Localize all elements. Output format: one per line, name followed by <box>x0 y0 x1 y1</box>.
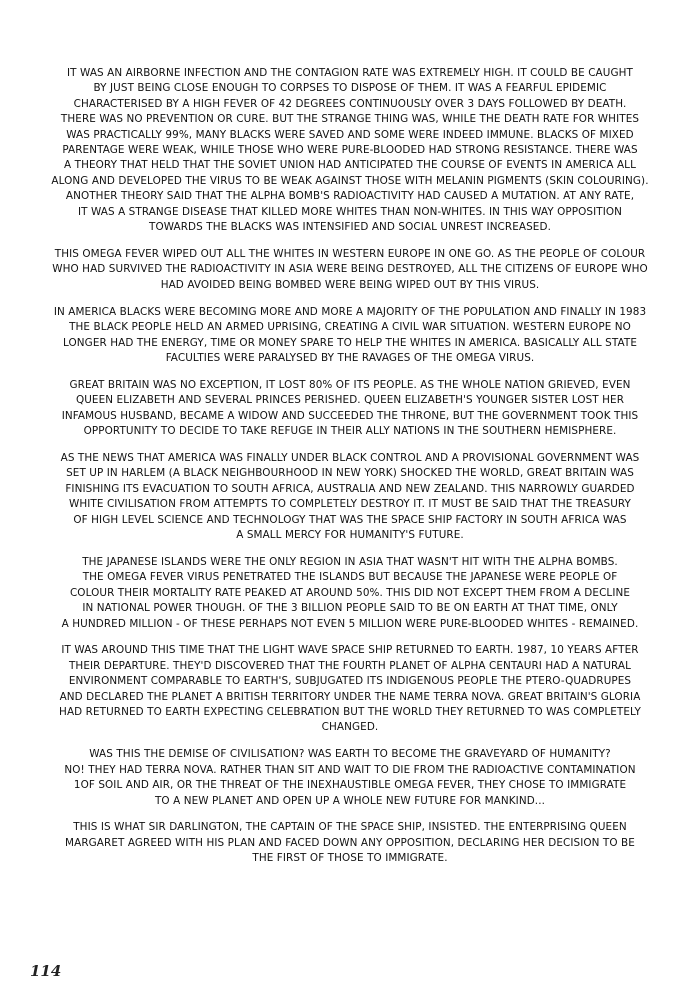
text-line: WHO HAD SURVIVED THE RADIOACTIVITY IN ASIA WERE BEING DESTROYED, ALL THE CITIZENS OF EUROPE WHO <box>52 263 648 276</box>
text-line: WAS THIS THE DEMISE OF CIVILISATION? WAS EARTH TO BECOME THE GRAVEYARD OF HUMANITY? <box>89 748 611 761</box>
text-line: THEIR DEPARTURE. THEY'D DISCOVERED THAT THE FOURTH PLANET OF ALPHA CENTAURI HAD A NATURAL <box>68 659 632 672</box>
text-line: TOWARDS THE BLACKS WAS INTENSIFIED AND SOCIAL UNREST INCREASED. <box>149 221 551 234</box>
text-line: AS THE NEWS THAT AMERICA WAS FINALLY UNDER BLACK CONTROL AND A PROVISIONAL GOVERNMENT WAS <box>60 451 640 464</box>
text-line: THERE WAS NO PREVENTION OR CURE. BUT THE STRANGE THING WAS, WHILE THE DEATH RATE FOR WHITES <box>60 113 640 126</box>
text-line: A THEORY THAT HELD THAT THE SOVIET UNION HAD ANTICIPATED THE COURSE OF EVENTS IN AMERICA ALL <box>64 159 636 172</box>
text-line: MARGARET AGREED WITH HIS PLAN AND FACED DOWN ANY OPPOSITION, DECLARING HER DECISION TO BE <box>65 836 635 849</box>
paragraph <box>14 378 686 440</box>
text-line: 1OF SOIL AND AIR, OR THE THREAT OF THE INEXHAUSTIBLE OMEGA FEVER, THEY CHOSE TO IMMIGRATE <box>73 779 627 792</box>
text-line: THIS IS WHAT SIR DARLINGTON, THE CAPTAIN OF THE SPACE SHIP, INSISTED. THE ENTERPRISING QUEEN <box>73 821 627 834</box>
text-line: A SMALL MERCY FOR HUMANITY'S FUTURE. <box>236 528 464 541</box>
text-line: CHANGED. <box>321 721 379 734</box>
text-line: COLOUR THEIR MORTALITY RATE PEAKED AT AROUND 50%. THIS DID NOT EXCEPT THEM FROM A DECLINE <box>69 586 631 599</box>
text-line: THE JAPANESE ISLANDS WERE THE ONLY REGION IN ASIA THAT WASN'T HIT WITH THE ALPHA BOMBS. <box>82 555 618 568</box>
text-line: TO A NEW PLANET AND OPEN UP A WHOLE NEW FUTURE FOR MANKIND... <box>154 794 546 807</box>
text-line: HAD RETURNED TO EARTH EXPECTING CELEBRATION BUT THE WORLD THEY RETURNED TO WAS COMPLETELY <box>59 706 641 719</box>
text-line: THIS OMEGA FEVER WIPED OUT ALL THE WHITES IN WESTERN EUROPE IN ONE GO. AS THE PEOPLE OF COLOUR <box>54 247 646 260</box>
text-line: SET UP IN HARLEM (A BLACK NEIGHBOURHOOD IN NEW YORK) SHOCKED THE WORLD, GREAT BRITAIN WAS <box>66 467 634 480</box>
text-line: WHITE CIVILISATION FROM ATTEMPTS TO COMPLETELY DESTROY IT. IT MUST BE SAID THAT THE TREASURY <box>68 498 632 511</box>
text-line: ENVIRONMENT COMPARABLE TO EARTH'S, SUBJUGATED ITS INDIGENOUS PEOPLE THE PTERO-QUADRUPES <box>68 675 632 688</box>
text-line: GREAT BRITAIN WAS NO EXCEPTION, IT LOST 80% OF ITS PEOPLE. AS THE WHOLE NATION GRIEVED, EVEN <box>69 378 631 391</box>
text-line: FACULTIES WERE PARALYSED BY THE RAVAGES OF THE OMEGA VIRUS. <box>165 351 535 364</box>
text-line: IN AMERICA BLACKS WERE BECOMING MORE AND MORE A MAJORITY OF THE POPULATION AND FINALLY IN 1983 <box>53 305 647 318</box>
text-line: THE OMEGA FEVER VIRUS PENETRATED THE ISLANDS BUT BECAUSE THE JAPANESE WERE PEOPLE OF <box>82 571 618 584</box>
text-line: HAD AVOIDED BEING BOMBED WERE BEING WIPED OUT BY THIS VIRUS. <box>160 278 540 291</box>
text-line: IN NATIONAL POWER THOUGH. OF THE 3 BILLION PEOPLE SAID TO BE ON EARTH AT THAT TIME, ONLY <box>82 602 618 615</box>
text-line: IT WAS AN AIRBORNE INFECTION AND THE CONTAGION RATE WAS EXTREMELY HIGH. IT COULD BE CAUGHT <box>67 67 633 79</box>
text-line: CHARACTERISED BY A HIGH FEVER OF 42 DEGREES CONTINUOUSLY OVER 3 DAYS FOLLOWED BY DEATH. <box>73 97 627 110</box>
paragraph <box>14 66 686 235</box>
text-line: FINISHING ITS EVACUATION TO SOUTH AFRICA, AUSTRALIA AND NEW ZEALAND. THIS NARROWLY GUARDED <box>65 482 635 495</box>
paragraph <box>14 305 686 367</box>
text-line: A HUNDRED MILLION - OF THESE PERHAPS NOT EVEN 5 MILLION WERE PURE-BLOODED WHITES - REMAINED. <box>61 617 639 630</box>
page-number: 114 <box>30 962 62 980</box>
text-line: AND DECLARED THE PLANET A BRITISH TERRITORY UNDER THE NAME TERRA NOVA. GREAT BRITAIN'S GLORIA <box>59 690 641 703</box>
text-line: ALONG AND DEVELOPED THE VIRUS TO BE WEAK AGAINST THOSE WITH MELANIN PIGMENTS (SKIN COLOURING). <box>51 174 649 187</box>
text-line: OF HIGH LEVEL SCIENCE AND TECHNOLOGY THAT WAS THE SPACE SHIP FACTORY IN SOUTH AFRICA WAS <box>73 513 627 526</box>
text-line: THE BLACK PEOPLE HELD AN ARMED UPRISING, CREATING A CIVIL WAR SITUATION. WESTERN EUROPE NO <box>69 321 631 334</box>
text-line: QUEEN ELIZABETH AND SEVERAL PRINCES PERISHED. QUEEN ELIZABETH'S YOUNGER SISTER LOST HER <box>75 394 625 407</box>
paragraph <box>14 247 686 293</box>
text-line: WAS PRACTICALLY 99%, MANY BLACKS WERE SAVED AND SOME WERE INDEED IMMUNE. BLACKS OF MIXED <box>66 128 634 141</box>
text-line: THE FIRST OF THOSE TO IMMIGRATE. <box>252 852 448 865</box>
paragraph <box>14 555 686 632</box>
text-line: IT WAS AROUND THIS TIME THAT THE LIGHT WAVE SPACE SHIP RETURNED TO EARTH. 1987, 10 YEARS AFTER <box>61 644 639 657</box>
text-line: INFAMOUS HUSBAND, BECAME A WIDOW AND SUCCEEDED THE THRONE, BUT THE GOVERNMENT TOOK THIS <box>61 409 639 422</box>
text-line: ANOTHER THEORY SAID THAT THE ALPHA BOMB'S RADIOACTIVITY HAD CAUSED A MUTATION. AT ANY RATE, <box>65 190 635 203</box>
paragraph <box>14 643 686 735</box>
text-line: IT WAS A STRANGE DISEASE THAT KILLED MORE WHITES THAN NON-WHITES. IN THIS WAY OPPOSITION <box>77 205 623 218</box>
paragraph <box>14 820 686 866</box>
text-line: BY JUST BEING CLOSE ENOUGH TO CORPSES TO DISPOSE OF THEM. IT WAS A FEARFUL EPIDEMIC <box>93 82 607 95</box>
paragraph <box>14 747 686 809</box>
text-line: LONGER HAD THE ENERGY, TIME OR MONEY SPARE TO HELP THE WHITES IN AMERICA. BASICALLY ALL STATE <box>63 336 637 349</box>
text-line: OPPORTUNITY TO DECIDE TO TAKE REFUGE IN THEIR ALLY NATIONS IN THE SOUTHERN HEMISPHERE. <box>83 425 617 438</box>
text-line: PARENTAGE WERE WEAK, WHILE THOSE WHO WERE PURE-BLOODED HAD STRONG RESISTANCE. THERE WAS <box>62 144 638 157</box>
text-line: NO! THEY HAD TERRA NOVA. RATHER THAN SIT AND WAIT TO DIE FROM THE RADIOACTIVE CONTAMINATION <box>64 763 636 776</box>
narrative-text <box>14 66 686 878</box>
paragraph <box>14 451 686 543</box>
